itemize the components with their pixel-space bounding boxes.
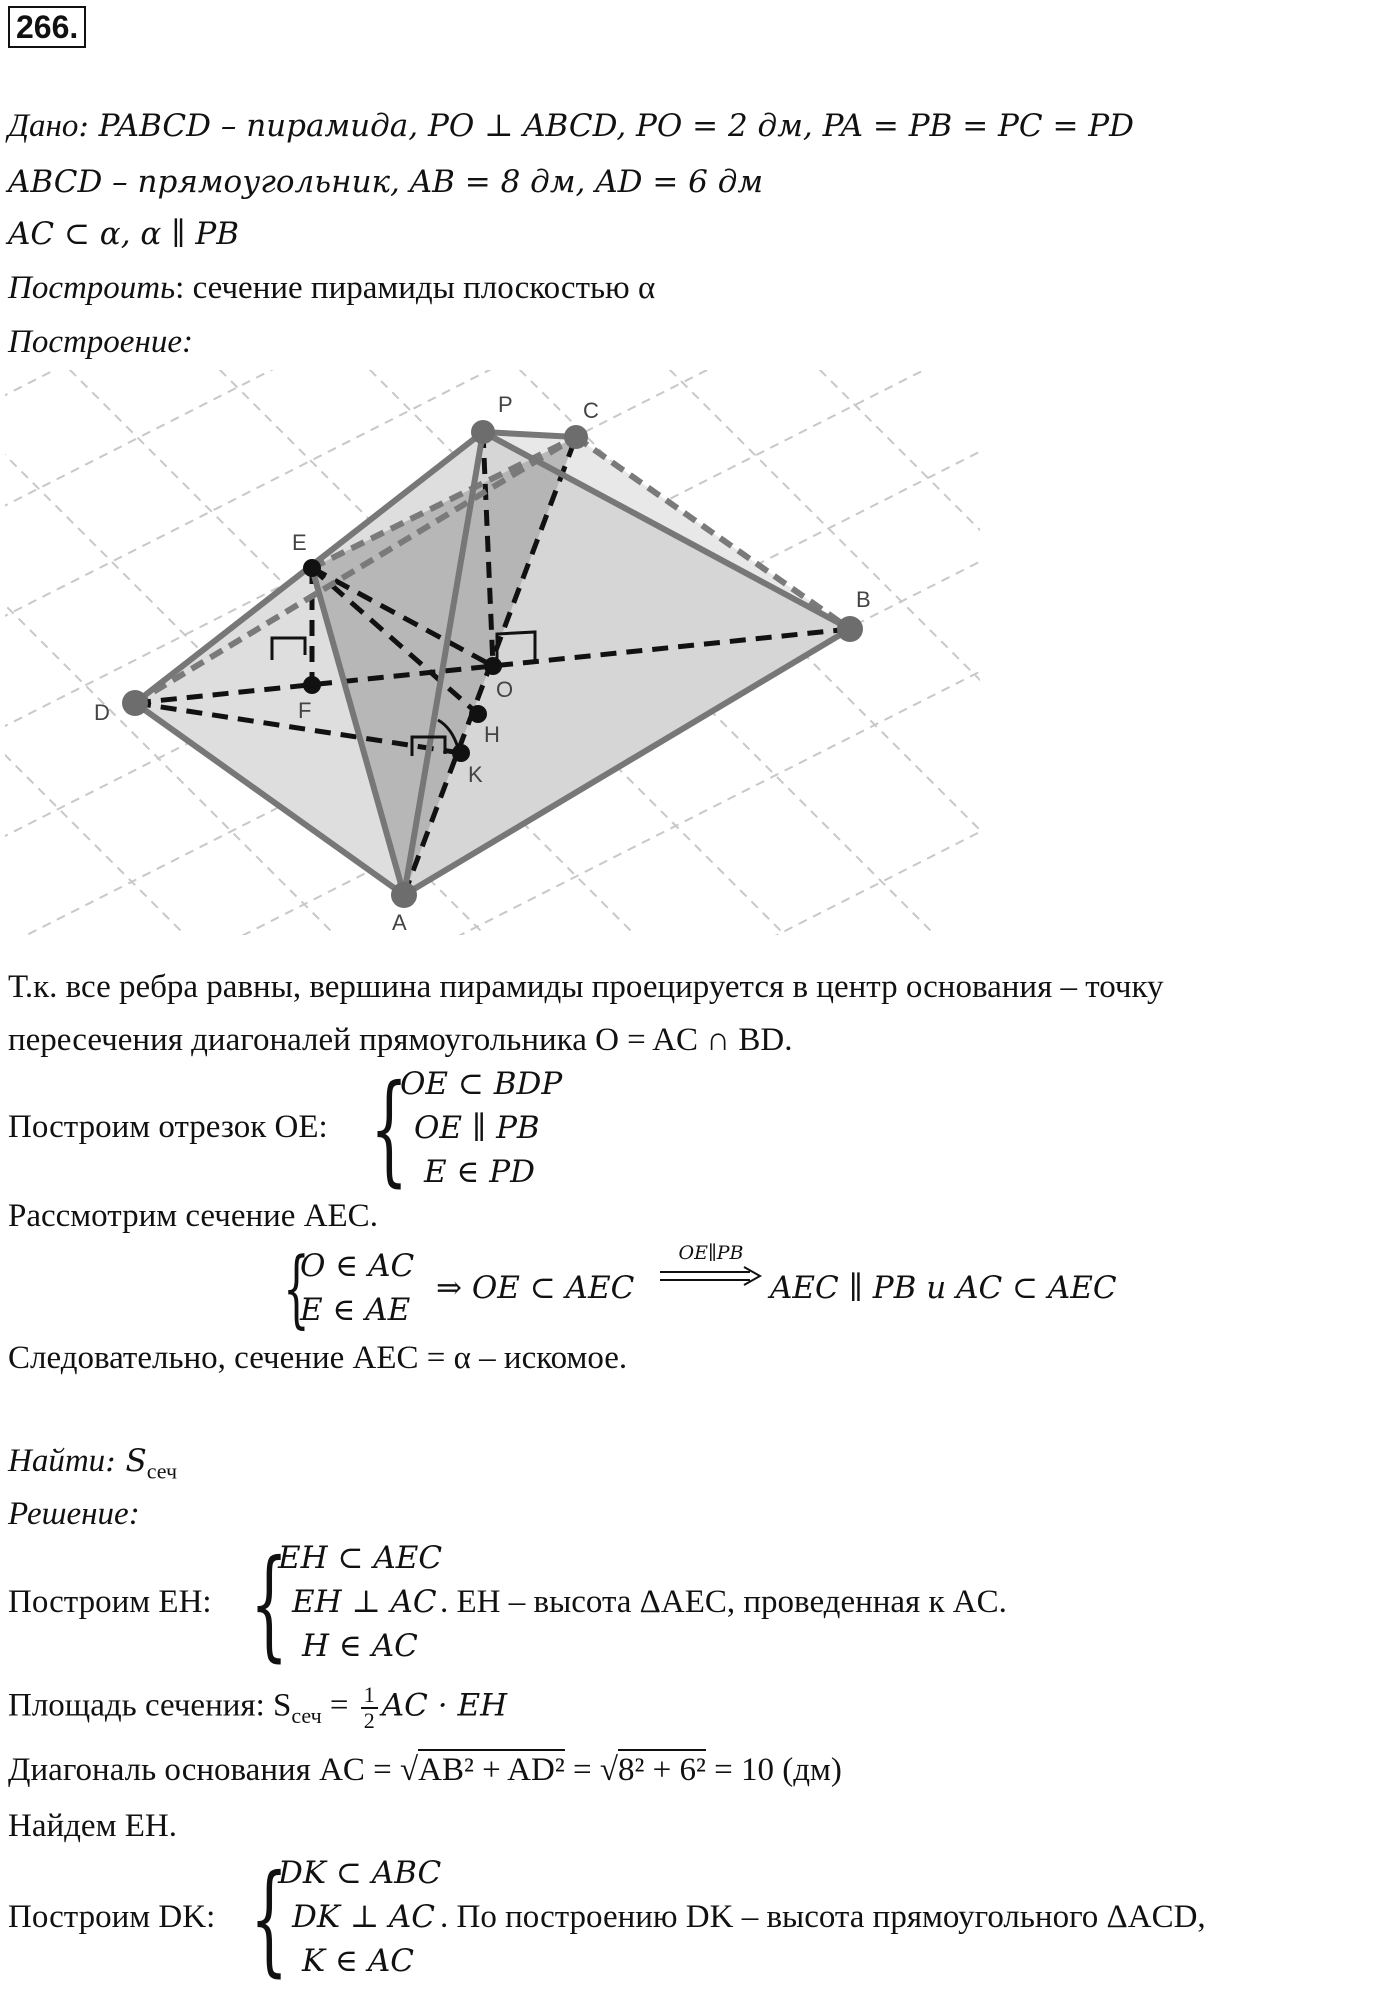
area-rest: AC · EH [381,1687,508,1724]
sqrt-2: √8² + 6² [600,1749,706,1788]
eh-tail: . EH – высота ΔAEC, проведенная к AC. [440,1584,1007,1620]
given-line-3: AC ⊂ α, α ∥ PB [8,216,240,252]
point-o [484,657,502,675]
implication-arrow [660,1242,762,1292]
solution-label: Решение: [8,1496,140,1532]
diag-line [8,1750,842,1790]
area-sub: сеч [291,1703,322,1729]
system-dk-2: DK ⊥ AC [292,1899,435,1935]
find-label: Найти [8,1443,106,1479]
find-eh-line: Найдем EH. [8,1808,177,1844]
find-text: : S [105,1443,147,1479]
construct-text: : сечение пирамиды плоскостью α [175,270,656,306]
construct-label: Построить [8,270,176,306]
point-k [452,744,470,762]
area-label: Площадь сечения: S [8,1687,292,1724]
brace-implication: { [283,1239,310,1337]
point-e [303,559,321,577]
dk-label: Построим DK: [8,1899,216,1935]
label-d: D [94,700,110,725]
point-a [391,882,417,908]
system-oe-2: OE ∥ PB [414,1110,540,1146]
find-sub: сеч [146,1458,178,1484]
label-o: O [496,677,514,702]
system-oe-1: OE ⊂ BDP [400,1066,563,1102]
label-h: H [484,722,500,747]
para1-line1: Т.к. все ребра равны, вершина пирамиды проецируется в центр основания – точку [8,969,1164,1005]
system-eh-1: EH ⊂ AEC [278,1540,443,1576]
implication-result: AEC ∥ PB и AC ⊂ AEC [770,1270,1117,1306]
conclusion-line: Следовательно, сечение AEC = α – искомое. [8,1340,628,1376]
construct-line [8,268,655,308]
brace-oe: { [370,1060,409,1199]
problem-number: 266. [8,6,86,48]
label-c: C [583,398,599,423]
area-fraction [361,1683,378,1733]
system-dk-3: K ∈ AC [302,1943,414,1979]
point-b [837,616,863,642]
given-label: Дано [8,108,79,144]
long-arrow [660,1266,762,1288]
system-eh-2: EH ⊥ AC [292,1584,437,1620]
dk-tail: . По построению DK – высота прямоугольного ΔACD, [440,1899,1206,1935]
point-p [471,420,495,444]
system-dk-1: DK ⊂ ABC [278,1855,442,1891]
implication-over: OE∥PB [678,1242,744,1264]
area-line [8,1683,507,1736]
diag-root1: AB² + AD² [418,1749,565,1788]
system-dk [278,1851,441,1983]
construction-label: Построение: [8,324,193,360]
diag-mid: = [564,1752,600,1788]
pyramid-figure [0,365,1000,945]
label-p: P [498,392,513,417]
label-k: K [468,762,483,787]
point-c [564,425,588,449]
consider-line: Рассмотрим сечение AEC. [8,1198,378,1234]
find-line [8,1441,177,1492]
area-num: 1 [361,1683,378,1709]
system-impl-1: O ∈ AC [300,1248,415,1284]
label-f: F [298,698,312,723]
label-a: A [392,910,407,935]
point-h [469,705,487,723]
diag-root2: 8² + 6² [618,1749,706,1788]
brace-eh: { [250,1535,289,1674]
given-line-1 [8,106,1134,146]
point-d [122,690,148,716]
system-eh [278,1536,442,1668]
given-text-1: : PABCD – пирамида, PO ⊥ ABCD, PO = 2 дм, PA = PB = PC = PD [78,108,1134,144]
implication-mid: ⇒ OE ⊂ AEC [436,1270,635,1306]
diag-prefix: Диагональ основания AC = [8,1752,401,1788]
system-impl-2: E ∈ AE [300,1292,411,1328]
system-implication [300,1244,414,1332]
point-f [303,676,321,694]
label-b: B [856,587,871,612]
system-oe [400,1062,562,1194]
eh-label: Построим EH: [8,1584,212,1620]
label-e: E [292,530,307,555]
brace-dk: { [250,1850,289,1989]
build-oe-label: Построим отрезок OE: [8,1109,328,1145]
system-oe-3: E ∈ PD [424,1154,535,1190]
sqrt-1: √AB² + AD² [400,1749,565,1788]
given-line-2: ABCD – прямоугольник, AB = 8 дм, AD = 6 дм [8,164,764,200]
system-eh-3: H ∈ AC [302,1628,418,1664]
diag-suffix: = 10 (дм) [705,1752,842,1788]
area-eq: = [321,1687,357,1724]
area-den: 2 [363,1708,375,1733]
para1-line2: пересечения диагоналей прямоугольника O = AC ∩ BD. [8,1022,793,1058]
